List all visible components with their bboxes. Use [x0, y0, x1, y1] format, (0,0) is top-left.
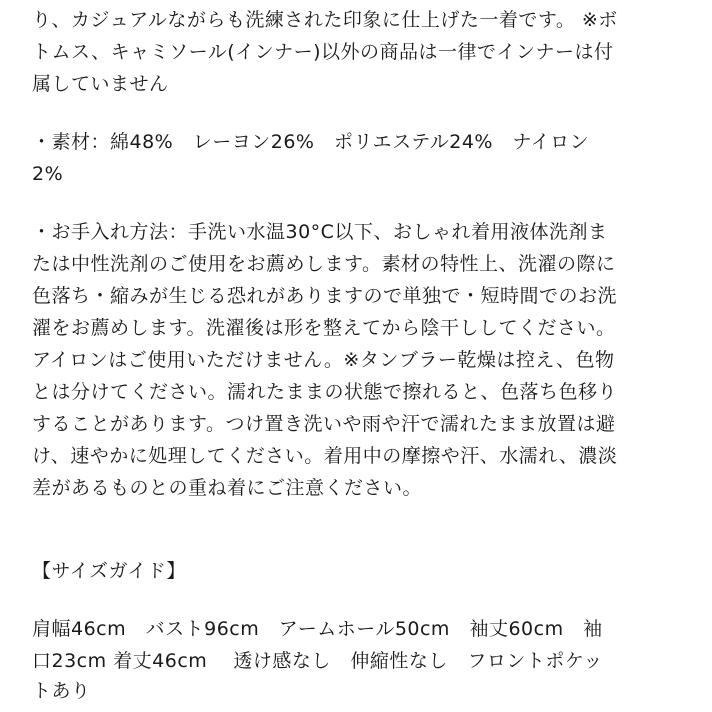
size-guide-heading: 【サイズガイド】	[32, 560, 186, 582]
material-line-2: 2%	[32, 163, 64, 185]
care-line-2: たは中性洗剤のご使用をお薦めします。素材の特性上、洗濯の際に	[32, 253, 616, 275]
care-line-4: 濯をお薦めします。洗濯後は形を整えてから陰干ししてください。	[32, 317, 616, 339]
care-line-5: アイロンはご使用いただけません。※タンブラー乾燥は控え、色物	[32, 349, 615, 371]
description-line-2: トムス、キャミソール(インナー)以外の商品は一律でインナーは付	[32, 41, 614, 63]
care-line-8: け、速やかに処理してください。着用中の摩擦や汗、水濡れ、濃淡	[32, 445, 618, 467]
care-line-6: とは分けてください。濡れたままの状態で擦れると、色落ち色移り	[32, 381, 618, 403]
description-line-3: 属していません	[32, 73, 169, 95]
size-guide-line-1: 肩幅46cm バスト96cm アームホール50cm 袖丈60cm 袖	[32, 618, 603, 640]
care-line-1: ・お手入れ方法：手洗い水温30°C以下、おしゃれ着用液体洗剤ま	[32, 221, 608, 243]
care-line-3: 色落ち・縮みが生じる恐れがありますので単独で・短時間でのお洗	[32, 285, 618, 307]
care-line-7: することがあります。つけ置き洗いや雨や汗で濡れたまま放置は避	[32, 413, 616, 435]
material-line-1: ・素材：綿48% レーヨン26% ポリエステル24% ナイロン	[32, 131, 590, 153]
size-guide-line-3: トあり	[32, 680, 91, 702]
size-guide-line-2: 口23cm 着丈46cm 透け感なし 伸縮性なし フロントポケッ	[32, 650, 603, 672]
description-line-1: り、カジュアルながらも洗練された印象に仕上げた一着です。 ※ボ	[32, 9, 618, 31]
care-line-9: 差があるものとの重ね着にご注意ください。	[32, 477, 423, 499]
